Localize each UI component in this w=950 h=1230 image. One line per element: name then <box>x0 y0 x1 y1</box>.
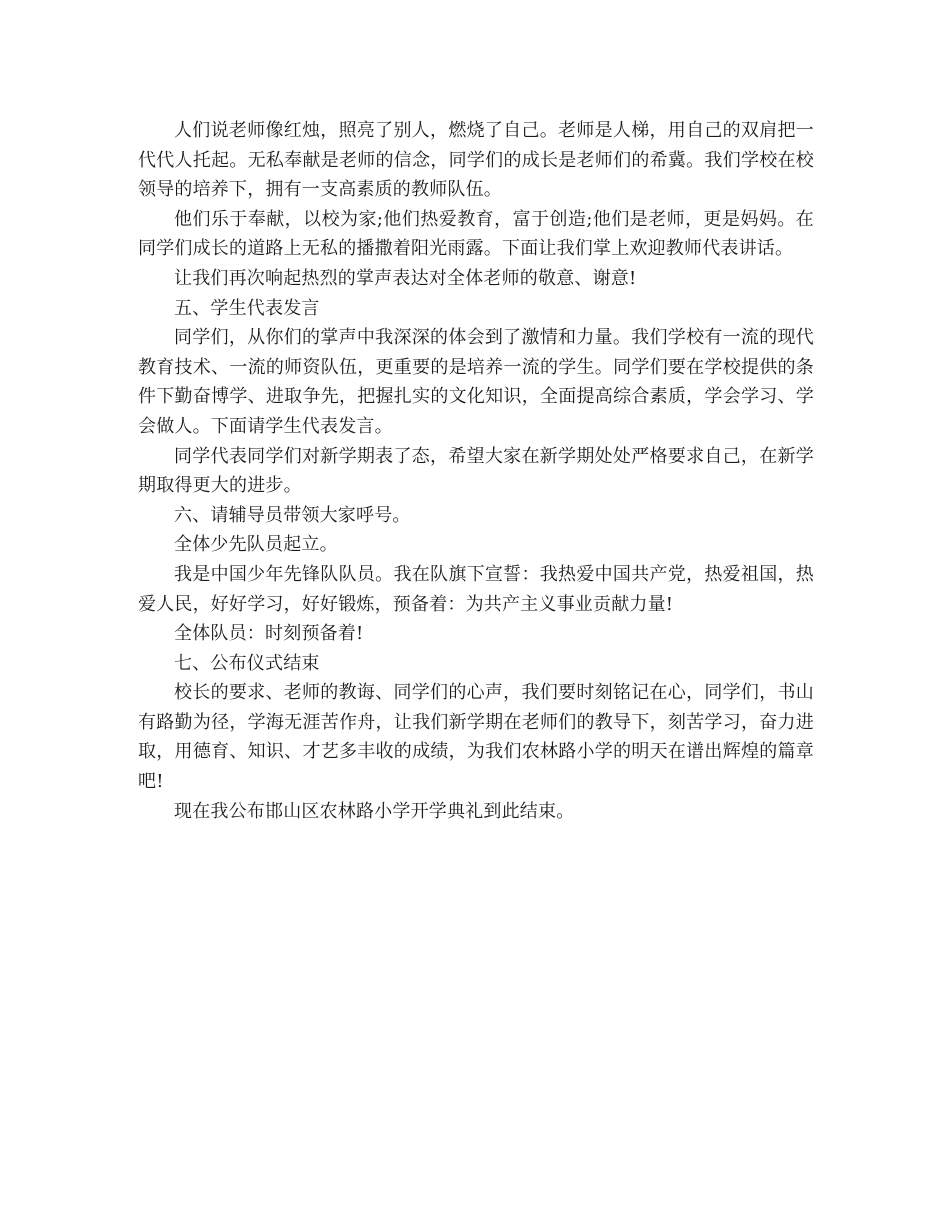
document-body <box>138 116 814 826</box>
section-heading-counselor-oath: 六、请辅导员带领大家呼号。 <box>174 504 411 526</box>
paragraph-pioneers-stand: 全体少先队员起立。 <box>174 534 338 556</box>
paragraph-ceremony-concluded: 现在我公布邯山区农林路小学开学典礼到此结束。 <box>174 800 575 822</box>
paragraph-pioneer-oath: 我是中国少年先锋队队员。我在队旗下宣誓：我热爱中国共产党，热爱祖国，热爱人民，好好学习，好好锻炼，预备着：为共产主义事业贡献力量! <box>138 563 814 615</box>
paragraph-closing-remarks: 校长的要求、老师的教诲、同学们的心声，我们要时刻铭记在心，同学们，书山有路勤为径，学海无涯苦作舟，让我们新学期在老师们的教导下，刻苦学习，奋力进取，用德育、知识、才艺多丰收的成绩，为我们农林路小学的明天在谱出辉煌的篇章吧! <box>138 682 814 793</box>
paragraph-applause-teachers: 让我们再次响起热烈的掌声表达对全体老师的敬意、谢意! <box>174 267 637 289</box>
paragraph-student-representative: 同学代表同学们对新学期表了态，希望大家在新学期处处严格要求自己，在新学期取得更大的进步。 <box>138 445 814 497</box>
paragraph-teachers-candle: 人们说老师像红烛，照亮了别人，燃烧了自己。老师是人梯，用自己的双肩把一代代人托起。无私奉献是老师的信念，同学们的成长是老师们的希冀。我们学校在校领导的培养下，拥有一支高素质的教师队伍。 <box>138 120 814 201</box>
section-heading-ceremony-end: 七、公布仪式结束 <box>174 652 320 674</box>
paragraph-always-ready: 全体队员：时刻预备着! <box>174 623 364 645</box>
paragraph-teachers-dedication: 他们乐于奉献，以校为家;他们热爱教育，富于创造;他们是老师，更是妈妈。在同学们成长的道路上无私的播撒着阳光雨露。下面让我们掌上欢迎教师代表讲话。 <box>138 208 814 260</box>
section-heading-student-speech: 五、学生代表发言 <box>174 297 320 319</box>
paragraph-students-encouragement: 同学们，从你们的掌声中我深深的体会到了激情和力量。我们学校有一流的现代教育技术、一流的师资队伍，更重要的是培养一流的学生。同学们要在学校提供的条件下勤奋博学、进取争先，把握扎实的文化知识，全面提高综合素质，学会学习、学会做人。下面请学生代表发言。 <box>138 327 814 437</box>
